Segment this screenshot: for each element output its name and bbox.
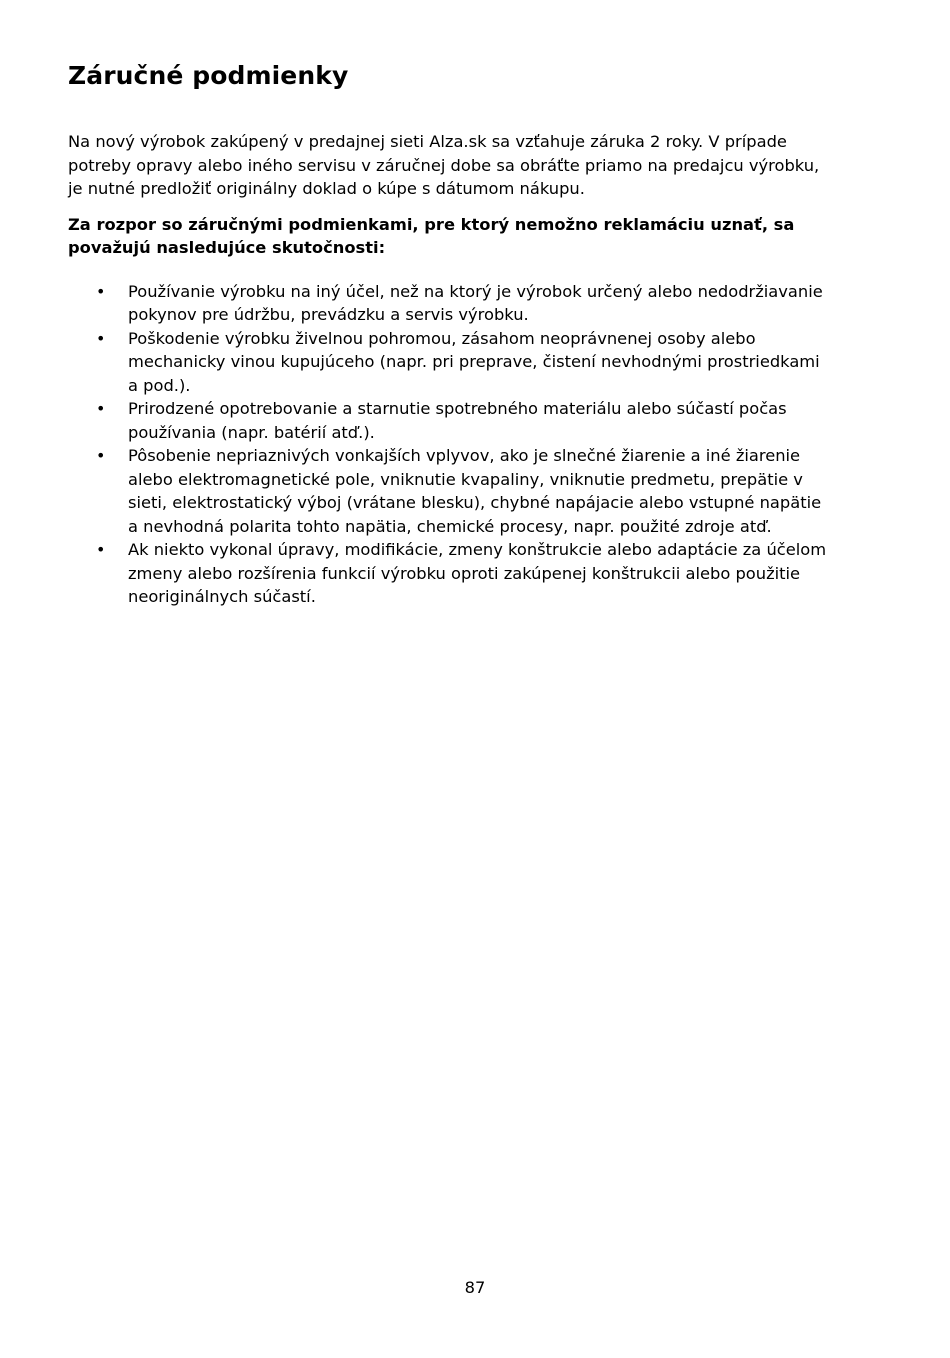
document-page — [68, 58, 828, 609]
conditions-lead: Za rozpor so záručnými podmienkami, pre ktorý nemožno reklamáciu uznať, sa považujú nasledujúce skutočnosti: — [68, 214, 795, 257]
list-item — [68, 444, 828, 538]
list-item-text: Používanie výrobku na iný účel, než na ktorý je výrobok určený alebo nedodržiavanie pokynov pre údržbu, prevádzku a servis výrobku. — [128, 281, 823, 324]
page-number: 87 — [464, 1278, 486, 1297]
list-item — [68, 538, 828, 609]
bullet-icon: • — [96, 540, 106, 559]
list-item — [68, 327, 828, 398]
bullet-icon: • — [96, 446, 106, 465]
bullet-icon: • — [96, 281, 106, 301]
list-item-text: Poškodenie výrobku živelnou pohromou, zásahom neoprávnenej osoby alebo mechanicky vinou kupujúceho (napr. pri preprave, čistení nevhodnými prostriedkami a pod.). — [128, 328, 820, 395]
list-item — [68, 397, 828, 444]
page-title: Záručné podmienky — [68, 61, 349, 90]
bullet-icon: • — [96, 328, 106, 348]
bullet-icon: • — [96, 399, 106, 418]
list-item-text: Pôsobenie nepriaznivých vonkajších vplyvov, ako je slnečné žiarenie a iné žiarenie alebo elektromagnetické pole, vniknutie kvapaliny, vniknutie predmetu, prepätie v sieti, elektrostatický výboj (vrátane blesku), chybné napájacie alebo vstupné napätie a nevhodná polarita tohto napätia, chemické procesy, napr. použité zdroje atď. — [128, 446, 822, 536]
list-item-text: Prirodzené opotrebovanie a starnutie spotrebného materiálu alebo súčastí počas používania (napr. batérií atď.). — [128, 399, 787, 442]
intro-paragraph: Na nový výrobok zakúpený v predajnej sieti Alza.sk sa vzťahuje záruka 2 roky. V prípade potreby opravy alebo iného servisu v záručnej dobe sa obráťte priamo na predajcu výrobku, je nutné predložiť originálny doklad o kúpe s dátumom nákupu. — [68, 132, 820, 198]
conditions-list — [68, 280, 828, 609]
list-item — [68, 280, 828, 327]
list-item-text: Ak niekto vykonal úpravy, modifikácie, zmeny konštrukcie alebo adaptácie za účelom zmeny alebo rozšírenia funkcií výrobku oproti zakúpenej konštrukcii alebo použitie neoriginálnych súčastí. — [128, 540, 827, 606]
